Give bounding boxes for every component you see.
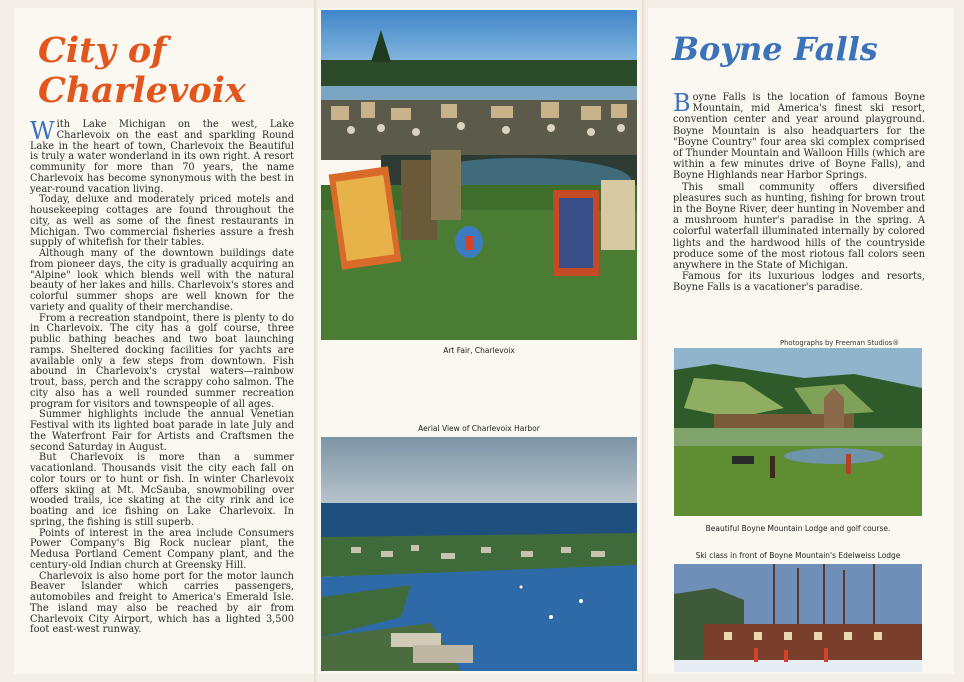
charlevoix-paragraph-4: From a recreation standpoint, there is plenty to do in Charlevoix. The city has a golf course, three public bathing beaches and two boat launching ramps. Sheltered docking facilities for yachts are available only a few steps from downtown. Fish abound in Charlevoix's crystal waters—rainbow trout, bass, perch and the scrappy coho salmon. The city also has a well rounded summer recreation program for visitors and townspeople of all ages. [30,312,294,410]
charlevoix-paragraph-2: Today, deluxe and moderately priced motels and housekeeping cottages are found throughout the city, as well as some of the finest restaurants in Michigan. Two commercial fisheries assure a fresh supply of whitefish for their tables. [30,194,294,249]
boyne-paragraph-2: This small community offers diversified pleasures such as hunting, fishing for brown trout in the Boyne River, deer hunting in November and a mushroom hunter's paradise in the spring. A colorful waterfall illuminated internally by colored lights and the hardwood hills of the countryside produce some of the most riotous fall colors seen anywhere in the State of Michigan. [673,181,925,272]
fold-line-left [314,0,318,682]
boyne-paragraph-3: Famous for its luxurious lodges and resorts, Boyne Falls is a vacationer's paradise. [673,271,925,294]
charlevoix-title-line2: Charlevoix [38,70,246,111]
boyne-paragraph-1: Boyne Falls is the location of famous Boyne Mountain, mid America's finest ski resort, convention center and year around playground. Boyne Mountain is also headquarters for the "Boyne Country" four area ski complex comprised of Thunder Mountain and Walloon Hills (which are within a few minutes drive of Boyne Falls), and Boyne Highlands near Harbor Springs. [673,89,925,182]
charlevoix-paragraph-5: Summer highlights include the annual Venetian Festival with its lighted boat parade in late July and the Waterfront Fair for Artists and Craftsmen the second Saturday in August. [30,409,294,453]
drop-cap-b: B [673,89,691,117]
art-fair-caption: Art Fair, Charlevoix [443,346,515,355]
art-fair-photo [321,10,637,340]
charlevoix-paragraph-8: Charlevoix is also home port for the motor launch Beaver Islander which carries passengers, automobiles and freight to America's Emerald Isle. The island may also be reached by air from Charlevoix City Airport, which has a lighted 3,500 foot east-west runway. [30,570,294,636]
aerial-harbor-photo [321,437,637,671]
charlevoix-article [30,117,294,636]
boyne-lodge-caption: Beautiful Boyne Mountain Lodge and golf course. [705,524,891,533]
charlevoix-paragraph-6: But Charlevoix is more than a summer vacationland. Thousands visit the city each fall on color tours or to hunt or fish. In winter Charlevoix offers skiing at Mt. McSauba, snowmobiling over wooded trails, ice skating at the city rink and ice boating and ice fishing on Lake Charlevoix. In spring, the fishing is still superb. [30,452,294,528]
boyne-falls-article [673,89,925,294]
fold-line-right [642,0,646,682]
boyne-lodge-photo [674,348,922,516]
ski-class-photo [674,564,922,672]
drop-cap-w: W [30,117,55,145]
charlevoix-paragraph-1: With Lake Michigan on the west, Lake Charlevoix on the east and sparkling Round Lake in the heart of town, Charlevoix the Beautiful is truly a water wonderland in its own right. A resort community for more than 70 years, the name Charlevoix has become synonymous with the best in year-round vacation living. [30,117,294,195]
charlevoix-paragraph-7: Points of interest in the area include Consumers Power Company's Big Rock nuclear plant, the Medusa Portland Cement Company plant, and the century-old Indian church at Greensky Hill. [30,527,294,571]
charlevoix-title-line1: City of [38,30,167,71]
boyne-falls-title: Boyne Falls [672,30,878,68]
photo-credit: Photographs by Freeman Studios® [780,339,900,347]
ski-class-caption: Ski class in front of Boyne Mountain's Edelweiss Lodge [695,551,901,560]
aerial-caption: Aerial View of Charlevoix Harbor [418,424,540,433]
charlevoix-paragraph-3: Although many of the downtown buildings date from pioneer days, the city is gradually acquiring an "Alpine" look which blends well with the natural beauty of her lakes and hills. Charlevoix's stores and colorful summer shops are well known for the variety and quality of their merchandise. [30,248,294,313]
